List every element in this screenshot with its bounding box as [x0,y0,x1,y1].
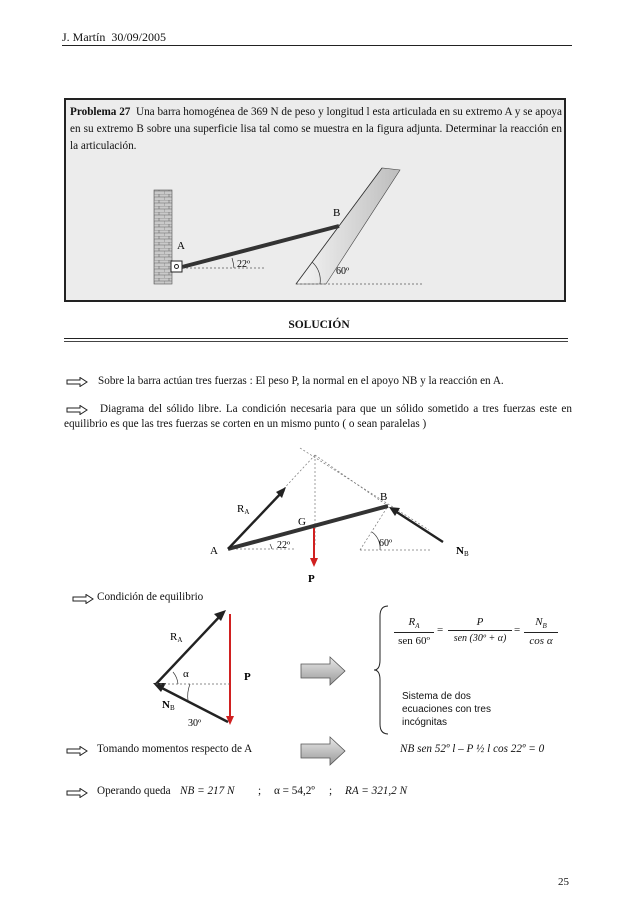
separator: ; [329,785,333,797]
ratio-equations [394,616,564,662]
ratio-1: $R_A$ sen 60º [394,616,434,647]
fbd-label-NB: NB [456,545,469,558]
author: J. Martín [62,30,106,44]
tri-label-RA: RA [170,631,183,644]
implies-arrow-icon [300,736,346,766]
fig-angle-60: 60º [336,266,350,277]
pointer-arrow-icon [66,377,88,387]
step-4-text: Tomando momentos respecto de A [97,743,253,755]
fbd-bar [228,506,388,549]
ratio-3-den: cos α [529,635,553,648]
brace [372,604,392,736]
problem-text: Una barra homogénea de 369 N de peso y longitud l esta articulada en su extremo A y se apoya en su extremo B sobre una superficie lisa tal como se muestra en la figura adjunta. Determinar la reacción en la articulación. [70,106,562,152]
fig-label-A: A [177,240,185,252]
moment-equation: NB sen 52º l – P ½ l cos 22º = 0 [400,743,545,755]
ratio-2-den: sen (30º + α) [453,633,507,644]
solution-rule-thin [64,341,568,342]
fig-angle-22: 22º [237,259,251,270]
problem-title: Problema 27 [70,106,131,118]
eq-sign-1: = [437,624,444,636]
page-number: 25 [558,876,569,888]
pointer-arrow-icon [72,594,94,604]
tri-label-alpha: α [183,668,189,680]
system-note: Sistema de dos ecuaciones con tres incógnitas [402,691,491,728]
ratio-1-den: sen 60º [398,635,430,648]
separator: ; [258,785,262,797]
pointer-arrow-icon [66,746,88,756]
step-3-text: Condición de equilibrio [97,591,204,603]
tri-angle-30: 30º [188,718,202,729]
fbd-label-RA: RA [237,503,250,516]
step-2-text: Diagrama del sólido libre. La condición necesaria para que un sólido sometido a tres fuerzas este en equilibrio es que las tres fuerzas se corten en un mismo punto ( o sean paralelas ) [64,403,572,430]
result-RA: RA = 321,2 N [345,785,408,797]
solution-rule [64,338,568,339]
fbd-label-G: G [298,516,306,528]
page-header [62,30,166,45]
pointer-arrow-icon [66,788,88,798]
problem-figure [64,98,566,302]
fbd-angle-60: 60º [379,538,393,549]
ratio-2-num: P [448,616,512,631]
result-NB: NB = 217 N [180,785,235,797]
force-triangle [140,604,270,739]
fbd-angle-22: 22º [277,540,291,551]
step-1-text: Sobre la barra actúan tres fuerzas : El peso P, la normal en el apoyo NB y la reacción en A. [98,375,504,387]
step-5-text: Operando queda [97,785,171,797]
tri-label-P: P [244,671,251,683]
fbd-label-B: B [380,491,388,503]
fbd-label-A: A [210,545,218,557]
eq-sign-2: = [514,624,521,636]
date: 30/09/2005 [111,30,167,44]
free-body-diagram [200,440,510,590]
implies-arrow-icon [300,656,346,686]
ratio-3: $N_B$ cos α [524,616,558,647]
fbd-label-P: P [308,573,315,585]
force-NB [392,509,443,542]
tri-label-NB: NB [162,699,175,712]
brick-wall [154,190,172,284]
result-alpha: α = 54,2º [274,785,315,797]
fig-label-B: B [333,207,341,219]
solution-title: SOLUCIÓN [288,319,350,331]
header-rule [62,45,572,46]
ratio-2 [448,616,512,644]
